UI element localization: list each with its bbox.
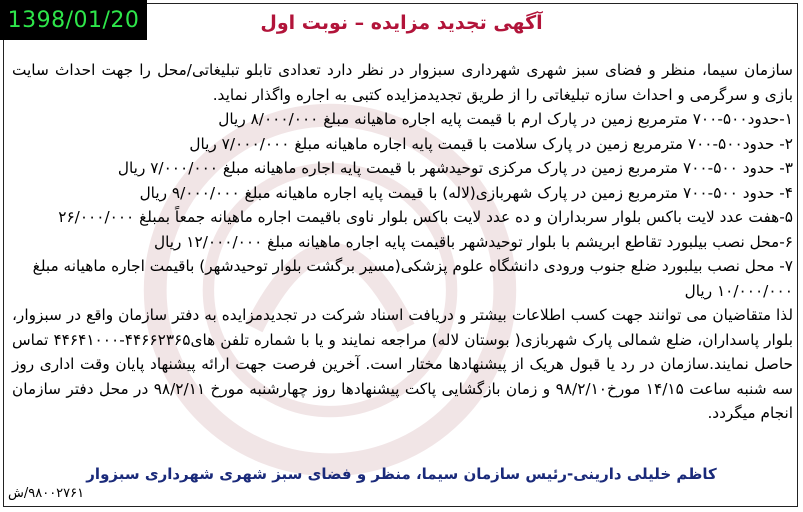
list-item: ۳- حدود ۵۰۰-۷۰۰ مترمربع زمین در پارک مرکزی توحیدشهر با قیمت پایه اجاره ماهیانه مبلغ ۷/۰۰۰/۰۰۰ ریال — [117, 159, 793, 177]
notice-body — [12, 58, 793, 426]
list-item: ۷- محل نصب بیلبورد ضلع جنوب ورودی دانشگاه علوم پزشکی(مسیر برگشت بلوار توحیدشهر) باقیمت اجاره ماهیانه مبلغ ۱۰/۰۰۰/۰۰۰ ریال — [32, 257, 793, 300]
notice-title: آگهی تجدید مزایده – نوبت اول — [260, 12, 543, 34]
list-item: ۵-هفت عدد لایت باکس بلوار سربداران و ده عدد لایت باکس بلوار ناوی باقیمت اجاره ماهیانه جمعاً بمبلغ ۲۶/۰۰۰/۰۰۰ — [58, 208, 793, 226]
list-item: ۱-حدود۵۰۰-۷۰۰ مترمربع زمین در پارک ارم با قیمت پایه اجاره ماهیانه مبلغ ۸/۰۰۰/۰۰۰ ریال — [218, 110, 793, 128]
signature-line: کاظم خلیلی دارینی-رئیس سازمان سیما، منظر و فضای سبز شهری شهرداری سبزوار — [86, 465, 717, 483]
list-item: ۶-محل نصب بیلبورد تقاطع ابریشم با بلوار توحیدشهر باقیمت پایه اجاره ماهیانه مبلغ ۱۲/۰۰۰/۰۰۰ ریال — [153, 232, 793, 251]
intro-paragraph: سازمان سیما، منظر و فضای سبز شهری شهرداری سبزوار در نظر دارد تعدادی تابلو تبلیغاتی/محل را جهت احداث سایت بازی و سرگرمی و احداث سازه تبلیغاتی را از طریق تجدیدمزایده کتبی به اجاره واگذار نماید. — [12, 61, 793, 104]
closing-paragraph: لذا متقاضیان می توانند جهت کسب اطلاعات بیشتر و دریافت اسناد شرکت در تجدیدمزایده به دفتر سازمان واقع در سبزوار، بلوار پاسداران، ضلع شمالی پارک شهربازی( بوستان لاله) مراجعه نمایند و یا با شماره تلفن های۴۴۶۶۲۳۶۵-۴۴۶۴۱۰۰۰ تماس حاصل نمایند.سازمان در رد یا قبول هریک از پیشنهادها مختار است. آخرین فرصت جهت ارائه پیشنهاد پایان وقت اداری روز سه شنبه ساعت ۱۴/۱۵ مورخ۹۸/۲/۱۰ و زمان بازگشایی پاکت پیشنهادها روز چهارشنبه مورخ ۹۸/۲/۱۱ در محل دفتر سازمان انجام میگردد. — [12, 306, 793, 422]
date-badge: 1398/01/20 — [0, 0, 147, 40]
list-item: ۲- حدود۵۰۰-۷۰۰ مترمربع زمین در پارک سلامت با قیمت پایه اجاره ماهیانه مبلغ ۷/۰۰۰/۰۰۰ ریال — [189, 134, 793, 153]
list-item: ۴- حدود ۵۰۰-۷۰۰ مترمربع زمین در پارک شهربازی(لاله) با قیمت پایه اجاره ماهیانه مبلغ ۹/۰۰۰/۰۰۰ ریال — [139, 183, 793, 202]
notice-code: ۹۸۰۰۲۷۶۱/ش — [8, 486, 85, 501]
